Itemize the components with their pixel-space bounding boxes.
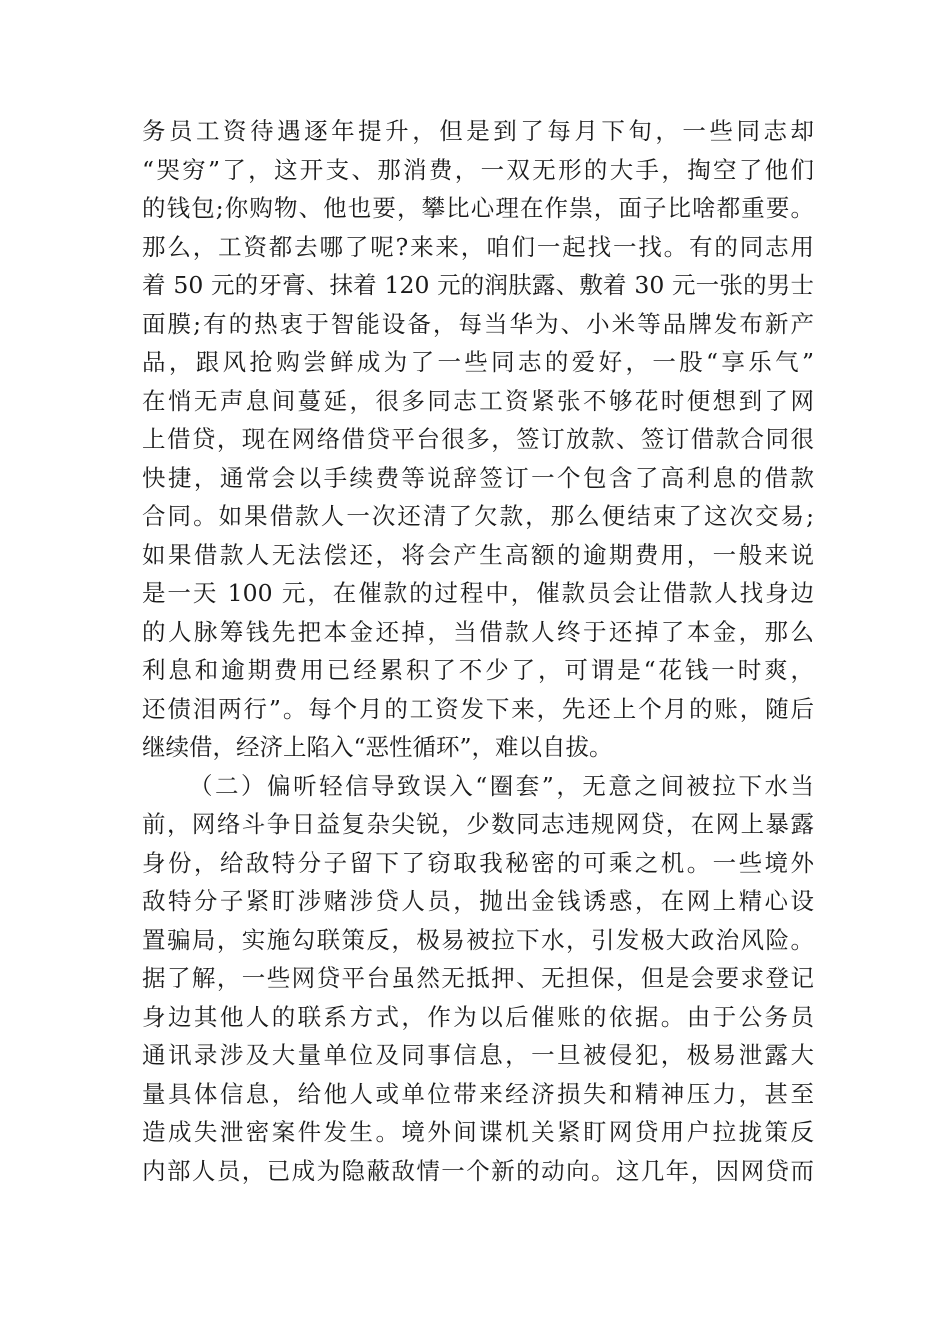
text-line: 继续借，经济上陷入“恶性循环”，难以自拔。 bbox=[142, 733, 613, 761]
paragraph-section-two bbox=[142, 767, 814, 1191]
text-line: 的钱包;你购物、他也要，攀比心理在作祟，面子比啥都重要。 bbox=[142, 194, 814, 222]
text-line: 品，跟风抢购尝鲜成为了一些同志的爱好，一股“享乐气” bbox=[142, 348, 814, 376]
text-line: 身份，给敌特分子留下了窃取我秘密的可乘之机。一些境外 bbox=[142, 848, 814, 877]
text-line: 务员工资待遇逐年提升，但是到了每月下旬，一些同志却 bbox=[142, 117, 814, 145]
text-line: 据了解，一些网贷平台虽然无抵押、无担保，但是会要求登记 bbox=[142, 964, 814, 992]
text-line: 快捷，通常会以手续费等说辞签订一个包含了高利息的借款 bbox=[142, 463, 814, 492]
text-line: 在悄无声息间蔓延，很多同志工资紧张不够花时便想到了网 bbox=[142, 386, 814, 415]
section-heading-line: （二）偏听轻信导致误入“圈套”，无意之间被拉下水当 bbox=[189, 771, 814, 800]
text-line: 那么，工资都去哪了呢?来来，咱们一起找一找。有的同志用 bbox=[142, 232, 814, 261]
paragraph-consumption bbox=[142, 112, 814, 767]
text-line: 如果借款人无法偿还，将会产生高额的逾期费用，一般来说 bbox=[142, 540, 814, 569]
text-line: 敌特分子紧盯涉赌涉贷人员，抛出金钱诱惑，在网上精心设 bbox=[142, 887, 814, 915]
text-line: 上借贷，现在网络借贷平台很多，签订放款、签订借款合同很 bbox=[142, 425, 814, 453]
text-line: 通讯录涉及大量单位及同事信息，一旦被侵犯，极易泄露大 bbox=[142, 1041, 814, 1069]
text-line: 是一天 100 元，在催款的过程中，催款员会让借款人找身边 bbox=[142, 579, 814, 607]
text-line: 置骗局，实施勾联策反，极易被拉下水，引发极大政治风险。 bbox=[142, 925, 814, 954]
text-line: 造成失泄密案件发生。境外间谍机关紧盯网贷用户拉拢策反 bbox=[142, 1118, 814, 1146]
text-line: 量具体信息，给他人或单位带来经济损失和精神压力，甚至 bbox=[142, 1079, 814, 1108]
text-line: 合同。如果借款人一次还清了欠款，那么便结束了这次交易; bbox=[142, 502, 814, 530]
text-line: “哭穷”了，这开支、那消费，一双无形的大手，掏空了他们 bbox=[142, 155, 814, 184]
text-line: 的人脉筹钱先把本金还掉，当借款人终于还掉了本金，那么 bbox=[142, 617, 814, 646]
text-line: 还债泪两行”。每个月的工资发下来，先还上个月的账，随后 bbox=[142, 694, 814, 723]
body-text bbox=[142, 112, 814, 1190]
text-line: 面膜;有的热衷于智能设备，每当华为、小米等品牌发布新产 bbox=[142, 309, 814, 338]
text-line: 利息和逾期费用已经累积了不少了，可谓是“花钱一时爽， bbox=[142, 656, 814, 684]
text-line: 身边其他人的联系方式，作为以后催账的依据。由于公务员 bbox=[142, 1002, 814, 1031]
text-line: 前，网络斗争日益复杂尖锐，少数同志违规网贷，在网上暴露 bbox=[142, 810, 814, 838]
text-line: 内部人员，已成为隐蔽敌情一个新的动向。这几年，因网贷而 bbox=[142, 1156, 814, 1185]
text-line: 着 50 元的牙膏、抹着 120 元的润肤露、敷着 30 元一张的男士 bbox=[142, 271, 814, 299]
